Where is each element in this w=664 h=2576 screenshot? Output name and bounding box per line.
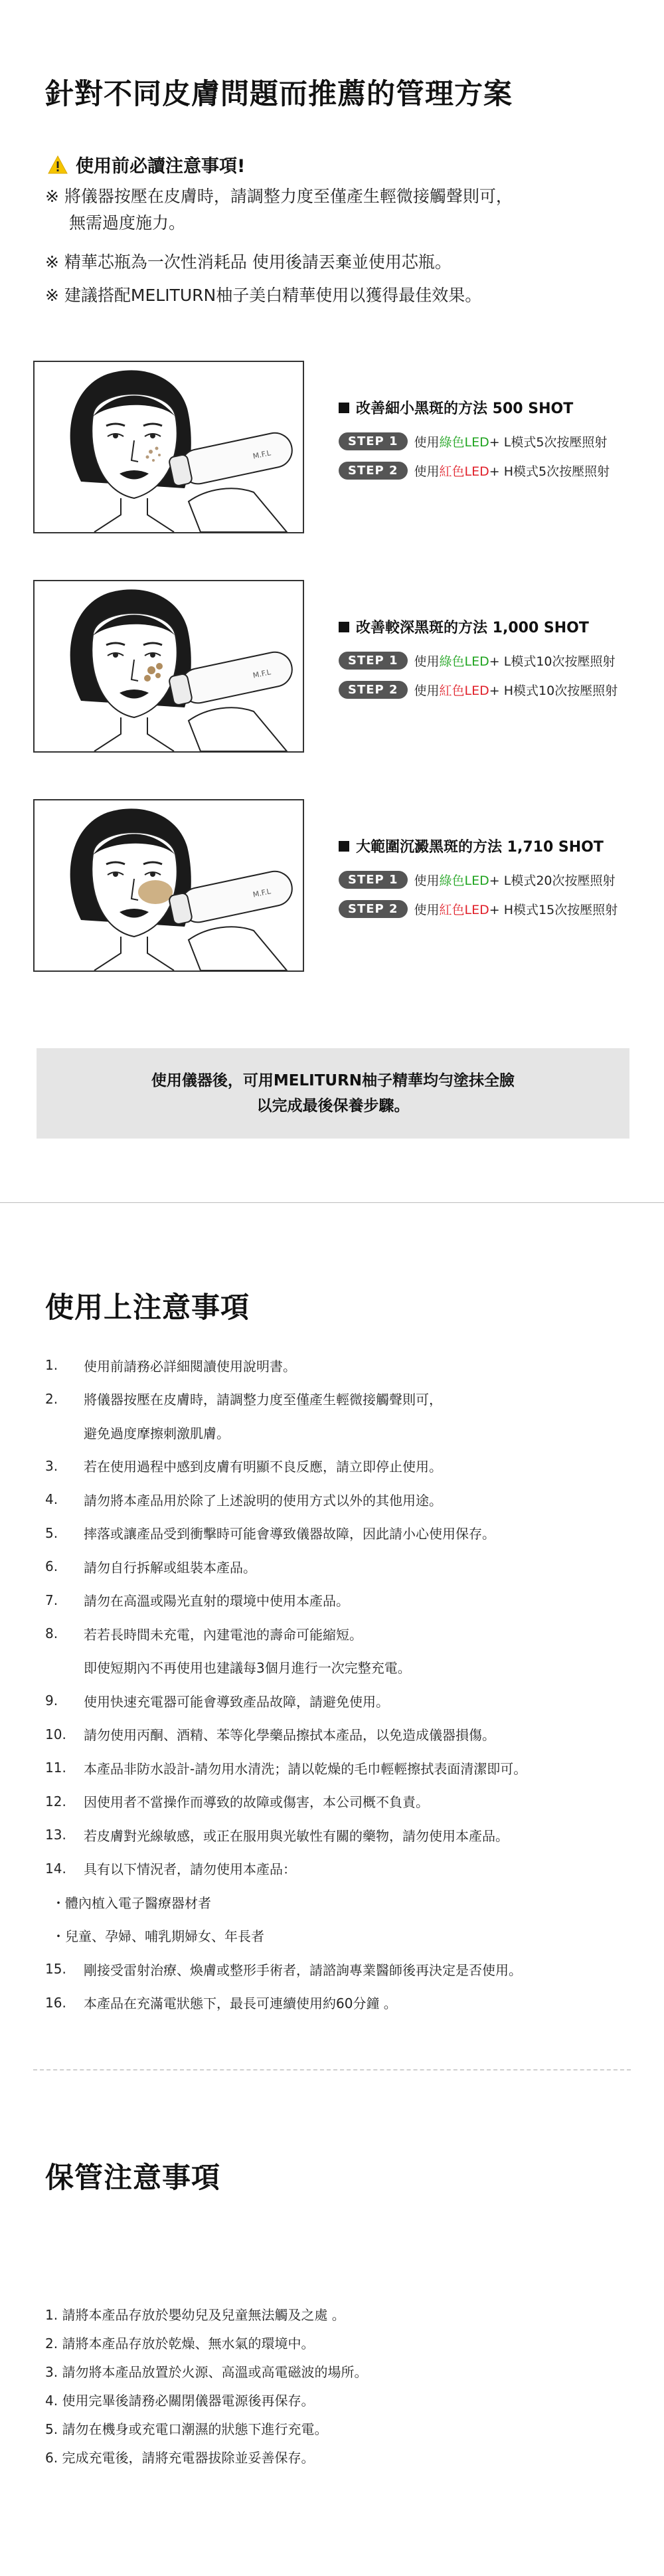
device-label: M.F.L <box>252 668 272 680</box>
usage-notes-list <box>45 1348 527 2019</box>
face-device-illustration <box>35 581 303 751</box>
precaution-note-1: ※ 將儀器按壓在皮膚時，請調整力度至僅產生輕微接觸聲則可， 無需過度施力。 <box>45 187 513 232</box>
method-2-step-2: STEP 2 使用 紅色LED + H模式10次按壓照射 <box>339 681 618 699</box>
list-item: 3. 若在使用過程中感到皮膚有明顯不良反應，請立即停止使用。 <box>45 1457 442 1475</box>
section-divider <box>0 1202 664 1203</box>
list-item: 16. 本產品在充滿電狀態下，最長可連續使用約60分鐘 。 <box>45 1994 397 2012</box>
page-title: 針對不同皮膚問題而推薦的管理方案 <box>45 78 513 111</box>
list-item: 5. 請勿在機身或充電口潮濕的狀態下進行充電。 <box>45 2421 328 2437</box>
list-item: ・兒童、孕婦、哺乳期婦女、年長者 <box>52 1928 264 1945</box>
method-3-step-2: STEP 2 使用 紅色LED + H模式15次按壓照射 <box>339 900 618 918</box>
list-item: 12. 因使用者不當操作而導致的故障或傷害，本公司概不負責。 <box>45 1793 429 1811</box>
method-3 <box>339 836 618 929</box>
list-item: 避免過度摩擦刺激肌膚。 <box>84 1425 230 1441</box>
after-use-line-1: 使用儀器後，可用MELITURN柚子精華均勻塗抹全臉 <box>151 1072 515 1089</box>
list-item: 即使短期內不再使用也建議每3個月進行一次完整充電。 <box>84 1660 411 1677</box>
list-item: 4. 使用完畢後請務必關閉儀器電源後再保存。 <box>45 2393 315 2409</box>
precaution-note-2: ※ 精華芯瓶為一次性消耗品 使用後請丟棄並使用芯瓶。 <box>45 252 452 272</box>
device-label: M.F.L <box>252 887 272 899</box>
usage-notes-title: 使用上注意事項 <box>45 1291 250 1325</box>
face-illustration-deep-spots <box>33 580 304 753</box>
section-divider <box>33 2069 631 2070</box>
method-2-step-1: STEP 1 使用 綠色LED + L模式10次按壓照射 <box>339 652 618 670</box>
face-illustration-small-spots <box>33 361 304 533</box>
step-badge: STEP 2 <box>339 462 408 480</box>
square-bullet-icon <box>339 622 349 632</box>
list-item: 7. 請勿在高溫或陽光直射的環境中使用本產品。 <box>45 1592 349 1610</box>
device-label: M.F.L <box>252 448 272 461</box>
list-item: 15. 剛接受雷射治療、煥膚或整形手術者，請諮詢專業醫師後再決定是否使用。 <box>45 1961 522 1978</box>
list-item: 9. 使用快速充電器可能會導致產品故障，請避免使用。 <box>45 1693 389 1710</box>
precautions-header <box>48 151 245 177</box>
method-1 <box>339 397 610 491</box>
square-bullet-icon <box>339 841 349 852</box>
method-3-step-1: STEP 1 使用 綠色LED + L模式20次按壓照射 <box>339 871 618 889</box>
face-illustration-wide-spots <box>33 799 304 972</box>
list-item: ・體內植入電子醫療器材者 <box>52 1894 211 1911</box>
list-item: 11. 本產品非防水設計-請勿用水清洗；請以乾燥的毛巾輕輕擦拭表面清潔即可。 <box>45 1760 527 1777</box>
face-device-illustration <box>35 362 303 532</box>
square-bullet-icon <box>339 403 349 413</box>
treatment-section <box>0 0 664 1202</box>
warning-icon <box>48 155 68 174</box>
storage-notes-title: 保管注意事項 <box>45 2162 220 2195</box>
step-badge: STEP 1 <box>339 432 408 450</box>
list-item: 6. 完成充電後，請將充電器拔除並妥善保存。 <box>45 2450 315 2466</box>
step-badge: STEP 1 <box>339 871 408 889</box>
list-item: 5. 摔落或讓產品受到衝擊時可能會導致儀器故障，因此請小心使用保存。 <box>45 1524 495 1542</box>
storage-notes-list <box>45 2300 367 2471</box>
step-badge: STEP 1 <box>339 652 408 670</box>
list-item: 10. 請勿使用丙酮、酒精、苯等化學藥品擦拭本產品，以免造成儀器損傷。 <box>45 1726 495 1744</box>
after-use-box <box>37 1048 629 1139</box>
list-item: 2. 將儀器按壓在皮膚時，請調整力度至僅產生輕微接觸聲則可， <box>45 1390 442 1408</box>
method-1-title: 改善細小黑斑的方法 500 SHOT <box>339 397 610 418</box>
list-item: 6. 請勿自行拆解或組裝本產品。 <box>45 1558 256 1576</box>
list-item: 8. 若若長時間未充電，內建電池的壽命可能縮短。 <box>45 1625 363 1643</box>
step-badge: STEP 2 <box>339 681 408 699</box>
list-item: 14. 具有以下情況者，請勿使用本產品： <box>45 1860 296 1878</box>
after-use-line-2: 以完成最後保養步驟。 <box>256 1097 410 1115</box>
method-1-step-2: STEP 2 使用 紅色LED + H模式5次按壓照射 <box>339 462 610 480</box>
list-item: 4. 請勿將本產品用於除了上述說明的使用方式以外的其他用途。 <box>45 1491 442 1509</box>
list-item: 2. 請將本產品存放於乾燥、無水氣的環境中。 <box>45 2336 315 2351</box>
face-device-illustration <box>35 800 303 970</box>
list-item: 1. 使用前請務必詳細閱讀使用說明書。 <box>45 1357 296 1374</box>
method-1-step-1: STEP 1 使用 綠色LED + L模式5次按壓照射 <box>339 432 610 450</box>
precautions-title: 使用前必讀注意事項! <box>76 156 246 177</box>
method-2-title: 改善較深黑斑的方法 1,000 SHOT <box>339 616 618 637</box>
list-item: 13. 若皮膚對光線敏感，或正在服用與光敏性有關的藥物，請勿使用本產品。 <box>45 1827 509 1844</box>
list-item: 1. 請將本產品存放於嬰幼兒及兒童無法觸及之處 。 <box>45 2307 345 2323</box>
precaution-note-3: ※ 建議搭配MELITURN柚子美白精華使用以獲得最佳效果。 <box>45 286 482 305</box>
method-2 <box>339 616 618 710</box>
method-3-title: 大範圍沉澱黑斑的方法 1,710 SHOT <box>339 836 618 856</box>
step-badge: STEP 2 <box>339 900 408 918</box>
list-item: 3. 請勿將本產品放置於火源、高溫或高電磁波的場所。 <box>45 2364 368 2380</box>
